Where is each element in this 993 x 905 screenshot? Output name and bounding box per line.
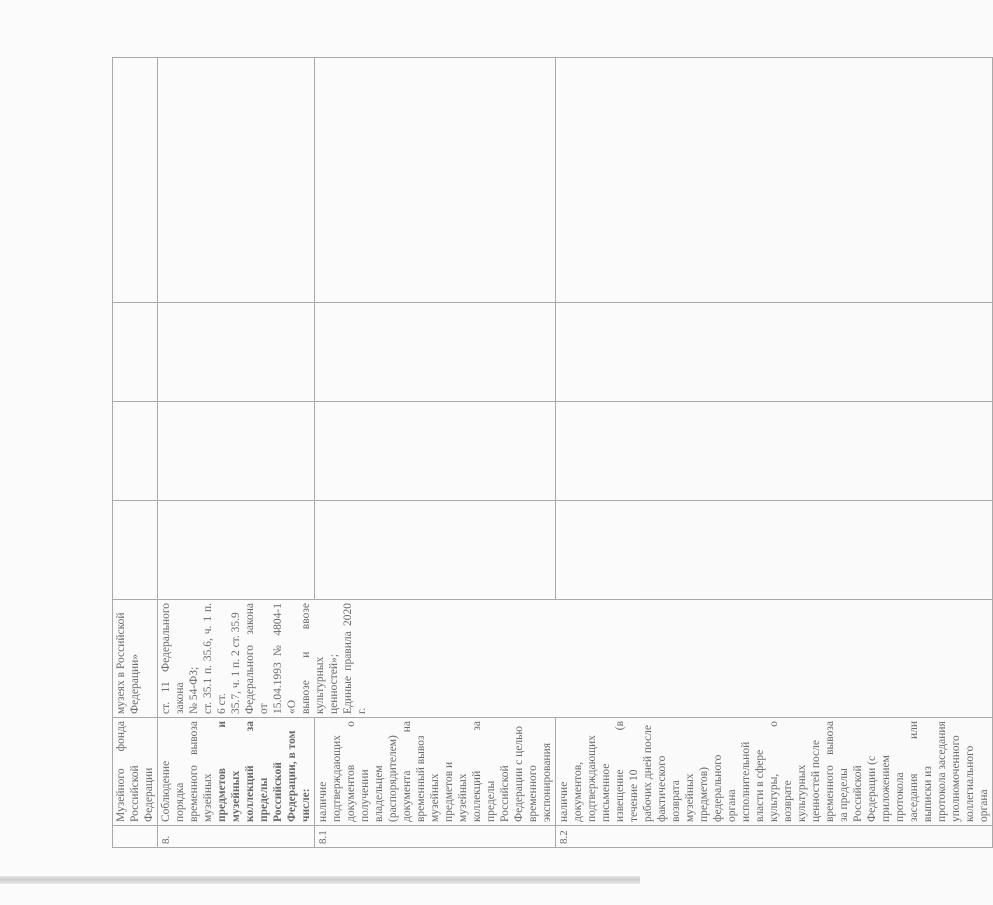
row-number: 8. <box>158 826 315 848</box>
table-row <box>315 58 556 848</box>
empty-cell <box>556 501 993 600</box>
row-number <box>113 826 158 848</box>
requirement-cell: Соблюдение порядка временного вывоза музейных предметов и музейных коллекций за пределы Российской Федерации, в том числе: <box>158 718 315 826</box>
empty-cell <box>158 402 315 501</box>
empty-cell <box>158 58 315 303</box>
empty-cell <box>113 402 158 501</box>
page-edge-shadow <box>0 876 640 884</box>
empty-cell <box>113 58 158 303</box>
empty-cell <box>315 303 556 402</box>
legal-reference-cell: музеях в Российской Федерации» <box>113 600 158 718</box>
table-row <box>158 58 315 848</box>
empty-cell <box>556 303 993 402</box>
rotated-table-wrapper <box>112 58 990 848</box>
empty-cell <box>158 303 315 402</box>
empty-cell <box>315 58 556 303</box>
empty-cell <box>315 501 556 600</box>
requirement-cell: Музейного фонда Российской Федерации <box>113 718 158 826</box>
requirement-cell: наличие документов, подтверждающих письменное извещение (в течение 10 рабочих дней после фактического возврата музейных предметов) федерального органа исполнительной власти в сфере культуры, о возврате культурных ценностей после временного вывоза за пределы Российской Федерации (с приложением протокола заседания или выписки из протокола заседания уполномоченного коллегиального органа <box>556 718 993 826</box>
inspection-table <box>112 57 993 848</box>
row-number: 8.1 <box>315 826 556 848</box>
table-row <box>556 58 993 848</box>
empty-cell <box>158 501 315 600</box>
legal-reference-cell: ст. 11 Федерального закона № 54-ФЗ; ст. 35.1 п. 35.6, ч. 1 п. 6 ст. 35.7, ч. 1 п. 2 ст. 35.9 Федерального закона от 15.04.1993 № 4804-1 «О вывозе и ввозе культурных ценностей»; Единые правила 2020 г. <box>158 600 993 718</box>
requirement-cell: наличие подтверждающих документов о получении владельцем (распорядителем) документа на временный вывоз музейных предметов и музейных коллекций за пределы Российской Федерации с целью временного экспонирования <box>315 718 556 826</box>
table-row <box>113 58 158 848</box>
empty-cell <box>113 303 158 402</box>
empty-cell <box>113 501 158 600</box>
empty-cell <box>556 402 993 501</box>
empty-cell <box>556 58 993 303</box>
empty-cell <box>315 402 556 501</box>
row-number: 8.2 <box>556 826 993 848</box>
